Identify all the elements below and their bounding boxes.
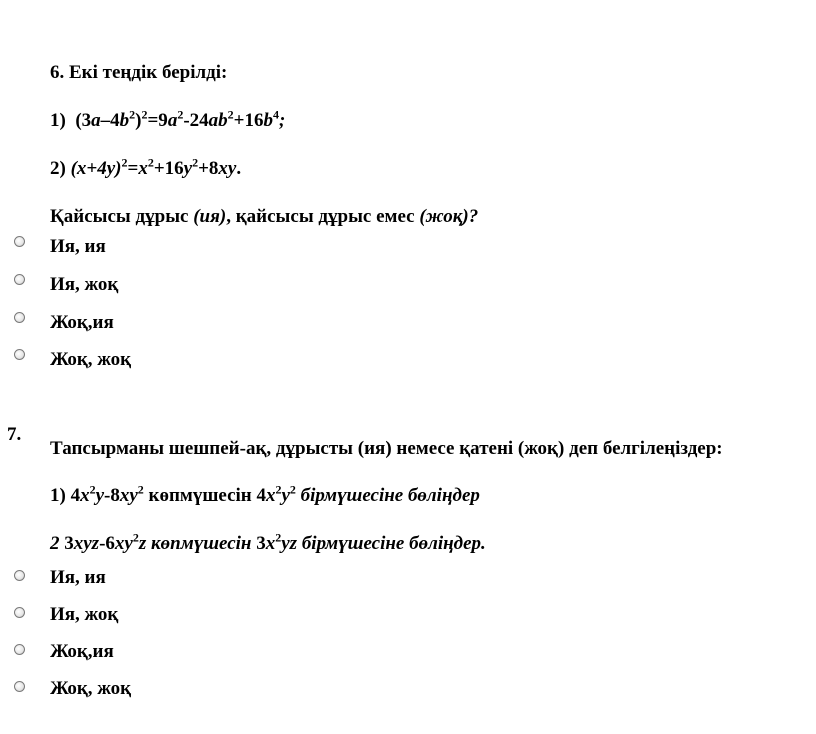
task1-exp: 2 [275,482,282,497]
q7-option-2-radio[interactable] [14,607,25,618]
eq2-var: y [183,158,193,179]
q6-option-2-label[interactable]: Ия, жоқ [50,274,119,295]
q6-question [50,206,478,228]
q7-title: Тапсырманы шешпей-ақ, дұрысты (ия) немесе қатені (жоқ) деп белгілеңіздер: [50,438,723,459]
q7-option-3-label[interactable]: Жоқ,ия [50,641,114,662]
q6-option-3-radio[interactable] [14,312,25,323]
q6-equation-2 [50,155,242,180]
eq1-var: ab [208,110,228,131]
eq2-exp: 2 [121,155,128,170]
eq2-end: . [236,158,242,179]
q6-option-2-radio[interactable] [14,274,25,285]
task2-var: z [138,533,147,554]
task2-var: x [265,533,276,554]
eq2-var: x [138,158,148,179]
eq2-part: +16 [153,158,184,179]
task1-part: -8 [104,485,120,506]
eq1-part: –4 [100,110,120,131]
task2-var: xy [114,533,133,554]
task1-exp: 2 [89,482,96,497]
task2-text: бірмүшесіне бөліңдер. [297,533,486,554]
eq1-part: (3 [75,110,92,131]
q6-option-1-label[interactable]: Ия, ия [50,236,106,257]
eq1-part: -24 [183,110,209,131]
q6-question-part: , қайсысы дұрыс емес [226,206,420,227]
task2-var: yz [281,533,298,554]
q7-option-4-label[interactable]: Жоқ, жоқ [50,678,132,699]
q6-number: 6. [50,62,65,83]
eq1-exp: 2 [141,107,148,122]
eq1-exp: 2 [129,107,136,122]
q7-option-1-radio[interactable] [14,570,25,581]
task1-part: 1) 4 [50,485,81,506]
q7-option-1-label[interactable]: Ия, ия [50,567,106,588]
q7-option-4-radio[interactable] [14,681,25,692]
eq1-exp: 2 [177,107,184,122]
q6-title-text: Екі теңдік берілді: [69,62,228,83]
eq2-lhs: (x+4y) [70,158,122,179]
q7-option-2-label[interactable]: Ия, жоқ [50,604,119,625]
task1-var: x [265,485,276,506]
q6-option-3-label[interactable]: Жоқ,ия [50,312,114,333]
q6-equation-1 [50,107,286,132]
eq2-var: xy [218,158,237,179]
eq2-label: 2) [50,158,66,179]
eq2-part: +8 [198,158,219,179]
eq2-part: = [127,158,139,179]
eq1-end: ; [278,110,286,131]
q6-question-italic: (жоқ)? [419,206,479,227]
eq1-label: 1) [50,110,66,131]
q7-task-1 [50,482,480,507]
task1-var: y [281,485,290,506]
task1-text-italic: бірмүшесіне бөліңдер [295,485,480,506]
eq1-var: b [263,110,273,131]
task2-text: көпмүшесін [146,533,257,554]
task1-var: y [95,485,105,506]
q6-option-4-radio[interactable] [14,349,25,360]
eq1-part: =9 [147,110,168,131]
eq1-exp: 2 [227,107,234,122]
q7-task-2 [50,530,486,555]
q6-question-part: Қайсысы дұрыс [50,206,194,227]
eq1-var: a [91,110,101,131]
task2-var: xyz [73,533,100,554]
task1-var: xy [119,485,138,506]
q7-option-3-radio[interactable] [14,644,25,655]
eq1-part: ) [135,110,142,131]
task1-text: көпмүшесін 4 [143,485,266,506]
task2-part: 3 [256,533,266,554]
eq2-exp: 2 [192,155,199,170]
task2-part: -6 [99,533,115,554]
task1-var: x [80,485,90,506]
eq1-exp: 4 [272,107,279,122]
task2-part: 3 [64,533,74,554]
task1-exp: 2 [289,482,296,497]
q6-title [50,62,227,84]
q7-number: 7. [7,424,22,445]
q6-question-italic: (ия) [193,206,227,227]
eq1-part: +16 [233,110,264,131]
task2-exp: 2 [132,530,139,545]
q6-option-4-label[interactable]: Жоқ, жоқ [50,349,132,370]
eq1-var: a [167,110,178,131]
q6-option-1-radio[interactable] [14,236,25,247]
eq2-exp: 2 [147,155,154,170]
task2-exp: 2 [275,530,282,545]
task2-part: 2 [50,533,65,554]
task1-exp: 2 [137,482,144,497]
eq1-var: b [119,110,130,131]
